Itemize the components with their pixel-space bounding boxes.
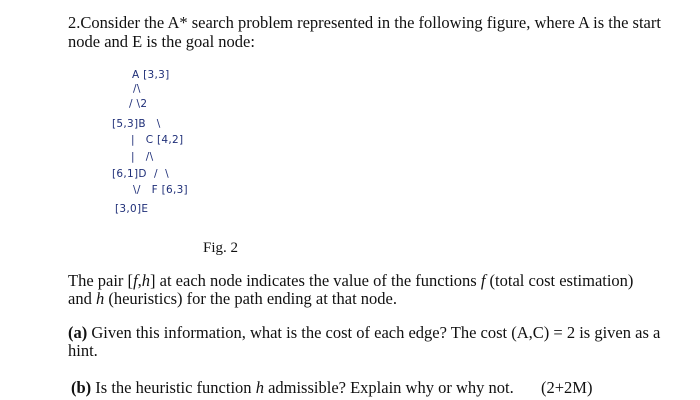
- figure-caption: Fig. 2: [203, 240, 239, 256]
- tree-node-e: [3,0]E: [115, 203, 149, 215]
- part-b-label: (b): [71, 378, 92, 397]
- part-a-line-1: (a) Given this information, what is the cost of each edge? The cost (A,C) = 2 is given as a: [68, 323, 661, 342]
- tree-edge-cost: / \2: [129, 98, 148, 110]
- tree-node-d: [6,1]D / \: [112, 168, 170, 180]
- question-line-1: 2.Consider the A* search problem represented in the following figure, where A is the start: [68, 13, 661, 32]
- tree-node-c: | C [4,2]: [131, 134, 184, 146]
- marks-label: (2+2M): [541, 378, 593, 397]
- tree-edge: /\: [133, 83, 141, 95]
- question-line-2: node and E is the goal node:: [68, 32, 255, 51]
- part-a-line-2: hint.: [68, 341, 98, 360]
- tree-node-a: A [3,3]: [132, 69, 170, 81]
- description-line-1: The pair [f,h] at each node indicates the value of the functions f (total cost estimation): [68, 271, 634, 290]
- tree-node-b: [5,3]B \: [112, 118, 161, 130]
- part-b-line: (b) Is the heuristic function h admissible? Explain why or why not.: [71, 378, 514, 397]
- tree-edge: | /\: [131, 151, 154, 163]
- part-a-label: (a): [68, 323, 88, 342]
- description-line-2: and h (heuristics) for the path ending at that node.: [68, 289, 397, 308]
- tree-node-f: \/ F [6,3]: [133, 184, 188, 196]
